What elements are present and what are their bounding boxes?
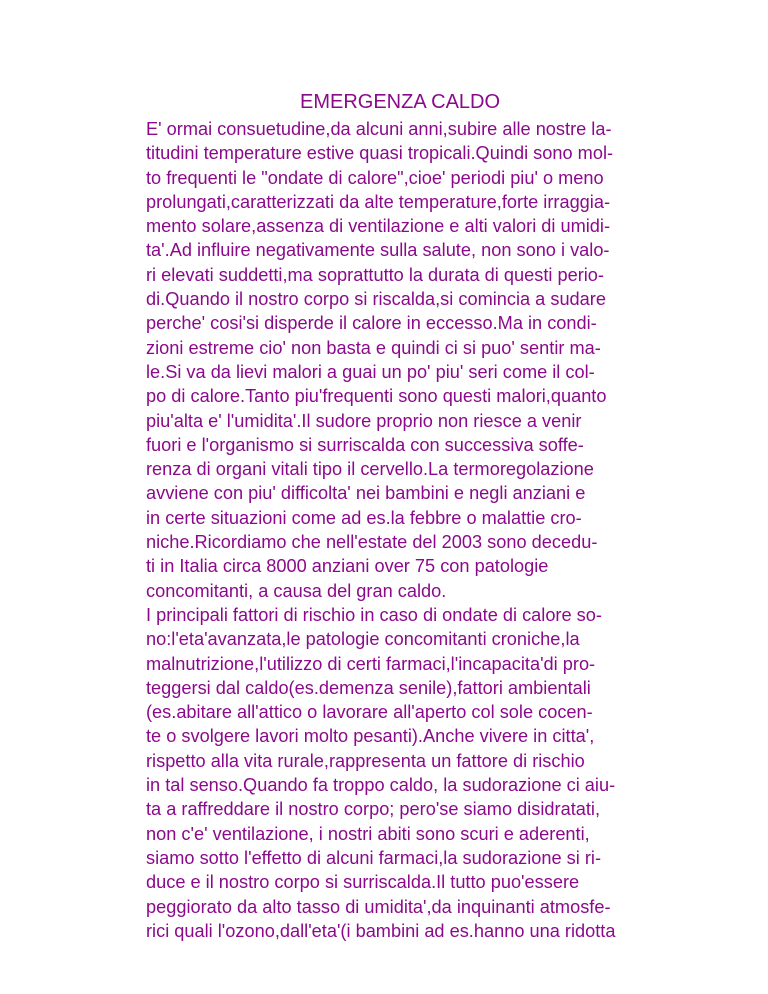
- body-line: in tal senso.Quando fa troppo caldo, la sudorazione ci aiu-: [146, 775, 616, 796]
- body-line: renza di organi vitali tipo il cervello.La termoregolazione: [146, 459, 594, 480]
- document-title: EMERGENZA CALDO: [300, 91, 501, 113]
- body-line: to frequenti le "ondate di calore",cioe' periodi piu' o meno: [146, 167, 604, 188]
- body-line: avviene con piu' difficolta' nei bambini e negli anziani e: [146, 483, 586, 504]
- body-line: prolungati,caratterizzati da alte temperature,forte irraggia-: [146, 191, 611, 212]
- body-line: no:l'eta'avanzata,le patologie concomitanti croniche,la: [146, 629, 580, 650]
- body-line: le.Si va da lievi malori a guai un po' piu' seri come il col-: [146, 361, 595, 382]
- body-line: te o svolgere lavori molto pesanti).Anche vivere in citta',: [146, 726, 595, 747]
- body-line: in certe situazioni come ad es.la febbre o malattie cro-: [146, 507, 582, 528]
- body-line: non c'e' ventilazione, i nostri abiti sono scuri e aderenti,: [146, 823, 590, 844]
- body-line: malnutrizione,l'utilizzo di certi farmaci,l'incapacita'di pro-: [146, 653, 596, 674]
- body-line: di.Quando il nostro corpo si riscalda,si comincia a sudare: [146, 289, 606, 310]
- body-line: siamo sotto l'effetto di alcuni farmaci,la sudorazione si ri-: [146, 847, 601, 868]
- body-line: mento solare,assenza di ventilazione e alti valori di umidi-: [146, 216, 611, 237]
- body-line: po di calore.Tanto piu'frequenti sono questi malori,quanto: [146, 386, 607, 407]
- body-line: peggiorato da alto tasso di umidita',da inquinanti atmosfe-: [146, 896, 611, 917]
- body-line: (es.abitare all'attico o lavorare all'aperto col sole cocen-: [146, 702, 593, 723]
- body-line: niche.Ricordiamo che nell'estate del 2003 sono decedu-: [146, 532, 598, 553]
- body-line: rici quali l'ozono,dall'eta'(i bambini ad es.hanno una ridotta: [146, 920, 616, 941]
- body-line: zioni estreme cio' non basta e quindi ci si puo' sentir ma-: [146, 337, 601, 358]
- body-line: titudini temperature estive quasi tropicali.Quindi sono mol-: [146, 143, 614, 164]
- body-line: concomitanti, a causa del gran caldo.: [146, 580, 447, 601]
- body-line: ri elevati suddetti,ma soprattutto la durata di questi perio-: [146, 264, 604, 285]
- body-line: ta a raffreddare il nostro corpo; pero'se siamo disidratati,: [146, 799, 601, 820]
- document-body: [146, 117, 615, 943]
- body-line: fuori e l'organismo si surriscalda con successiva soffe-: [146, 434, 584, 455]
- body-line: I principali fattori di rischio in caso di ondate di calore so-: [146, 604, 602, 625]
- body-line: rispetto alla vita rurale,rappresenta un fattore di rischio: [146, 750, 585, 771]
- body-line: E' ormai consuetudine,da alcuni anni,subire alle nostre la-: [146, 119, 612, 139]
- body-line: duce e il nostro corpo si surriscalda.Il tutto puo'essere: [146, 872, 580, 893]
- body-line: teggersi dal caldo(es.demenza senile),fattori ambientali: [146, 677, 591, 698]
- body-line: piu'alta e' l'umidita'.Il sudore proprio non riesce a venir: [146, 410, 582, 431]
- body-line: ti in Italia circa 8000 anziani over 75 con patologie: [146, 556, 549, 577]
- body-line: perche' cosi'si disperde il calore in eccesso.Ma in condi-: [146, 313, 597, 334]
- body-line: ta'.Ad influire negativamente sulla salute, non sono i valo-: [146, 240, 610, 261]
